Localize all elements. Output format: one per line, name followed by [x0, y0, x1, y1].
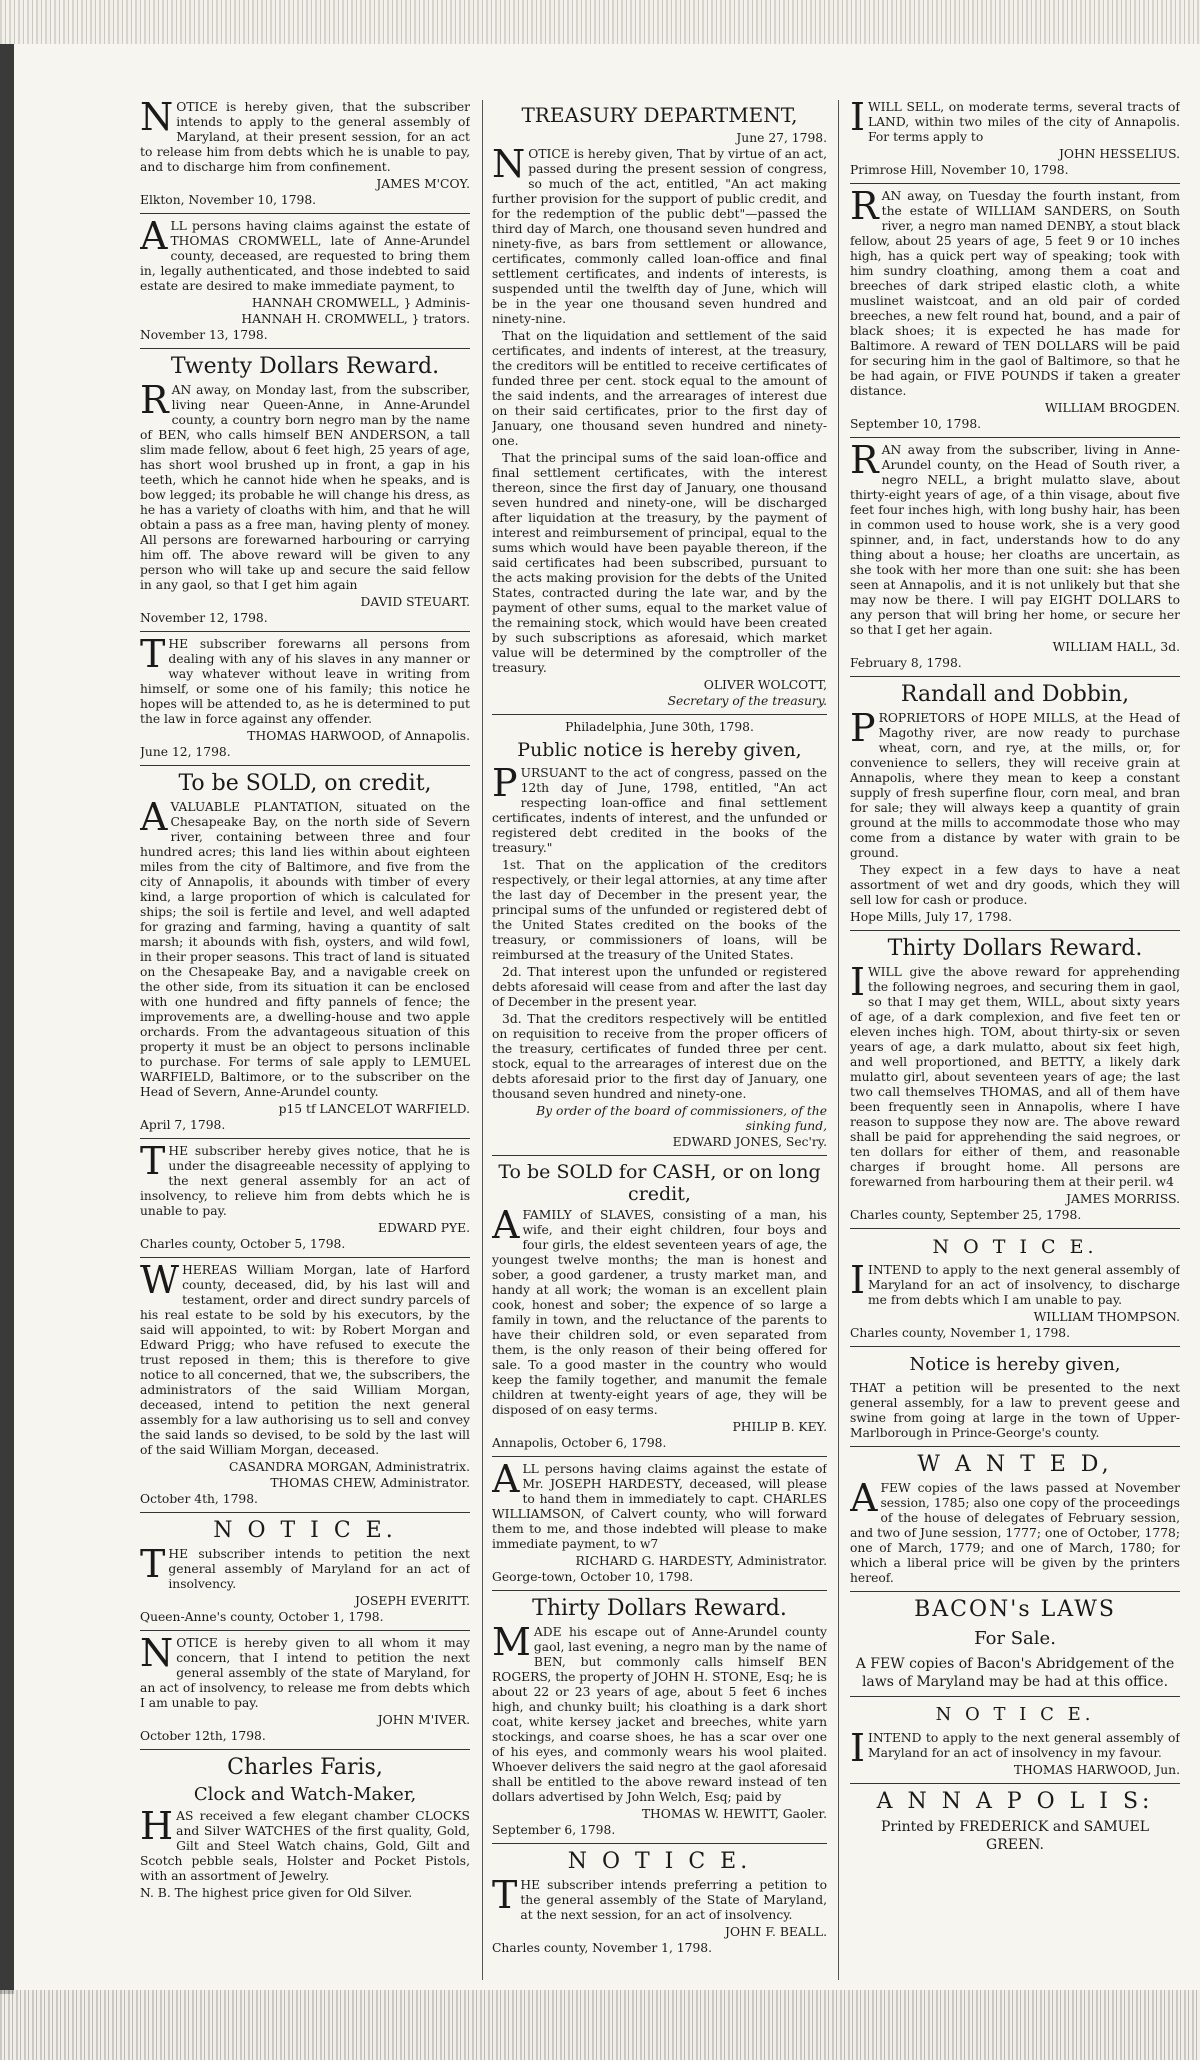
ad-heading: Twenty Dollars Reward.	[170, 354, 440, 379]
ad-body: LL persons having claims against the estate of THOMAS CROMWELL, late of Anne-Arundel county, deceased, are requested to bring them in, legally authenticated, and those indebted to said estate are desired to make immediate payment, to	[140, 219, 470, 293]
drop-cap: R	[850, 438, 879, 482]
divider	[850, 1696, 1180, 1697]
ad-body: LL persons having claims against the estate of Mr. JOSEPH HARDESTY, deceased, will please to hand them in immediately to capt. CHARLES WILLIAMSON, of Calvert county, who will forward them to me, and those indebted will please to make immediate payment, to	[492, 1462, 827, 1551]
advertisement	[140, 1755, 470, 1901]
ad-body: AS received a few elegant chamber CLOCKS and Silver WATCHES of the first quality, Gold, Gilt and Steel Watch chains, Gold, Gilt and Scotch pebble seals, Holster and Pocket Pistols, with an assortment of Jewelry.	[140, 1809, 470, 1883]
ad-body: HE subscriber forewarns all persons from dealing with any of his slaves in any manner or way whatever without leave in writing from himself, or some one of his family; this notice he hopes will be attended to, as he is determined to put the law in force against any offender.	[140, 637, 470, 726]
ad-place-date: Charles county, November 1, 1798.	[850, 1326, 1070, 1340]
advertisement	[140, 1258, 470, 1507]
drop-cap: P	[492, 761, 518, 805]
ad-place-date: February 8, 1798.	[850, 656, 962, 670]
ad-heading: TREASURY DEPARTMENT,	[521, 103, 798, 127]
advertisement	[492, 1457, 827, 1585]
ad-signature: OLIVER WOLCOTT,	[703, 678, 827, 692]
ad-body: AN away, on Tuesday the fourth instant, from the estate of WILLIAM SANDERS, on South river, a negro man named DENBY, a stout black fellow, about 25 years of age, 5 feet 9 or 10 inches high, has a quick pert way of speaking; took with him sundry cloathing, among them a coat and breeches of dark striped elastic cloth, a white muslinet waistcoat, and an old pair of corded breeches, a new felt round hat, bound, and a pair of black shoes; it is expected he has made for Baltimore. A reward of TEN DOLLARS will be paid for securing him in the gaol of Baltimore, so that he be had again, or FIVE POUNDS if taken a greater distance.	[850, 189, 1180, 398]
advertisement	[850, 438, 1180, 671]
ad-subheading: Clock and Watch-Maker,	[193, 1784, 417, 1805]
divider	[850, 676, 1180, 677]
drop-cap: N	[140, 1631, 174, 1675]
drop-cap: T	[140, 632, 166, 676]
divider	[492, 1590, 827, 1591]
advertisement	[140, 214, 470, 343]
advertisement	[140, 1631, 470, 1744]
divider	[140, 765, 470, 766]
ad-signature-title: Secretary of the treasury.	[667, 694, 827, 708]
ad-paragraph: They expect in a few days to have a neat assortment of wet and dry goods, which they will sell low for cash or produce.	[850, 863, 1180, 907]
ad-place-date: April 7, 1798.	[140, 1118, 226, 1132]
advertisement	[140, 100, 470, 208]
ad-paragraph: 1st. That on the application of the creditors respectively, or their legal attornies, at any time after the last day of December in the present year, the principal sums of the unfunded or registered debt of the United States credited on the books of the treasury, or commissioners of loans, will be reimbursed at the treasury of the United States.	[492, 858, 827, 962]
ad-place-date: November 12, 1798.	[140, 611, 268, 625]
ad-heading: N O T I C E.	[567, 1849, 752, 1874]
ad-signature: JOSEPH EVERITT.	[354, 1594, 470, 1608]
ad-signature: JOHN F. BEALL.	[725, 1925, 827, 1939]
ad-place-date: George-town, October 10, 1798.	[492, 1570, 694, 1584]
ad-place-date: Charles county, November 1, 1798.	[492, 1941, 712, 1955]
ad-signature: THOMAS HARWOOD, of Annapolis.	[247, 729, 470, 743]
ad-signature: THOMAS CHEW, Administrator.	[270, 1476, 470, 1490]
ad-place-date: October 12th, 1798.	[140, 1729, 266, 1743]
ad-signature: THOMAS HARWOOD, Jun.	[1013, 1763, 1180, 1777]
public-notice	[492, 720, 827, 1150]
divider	[140, 631, 470, 632]
ad-heading: N O T I C E.	[932, 1236, 1098, 1258]
divider	[850, 1346, 1180, 1347]
advertisement	[850, 1597, 1180, 1691]
ad-signature: CASANDRA MORGAN, Administratrix.	[229, 1460, 470, 1474]
drop-cap: T	[140, 1542, 166, 1586]
advertisement	[492, 1161, 827, 1451]
ad-body: HE subscriber hereby gives notice, that he is under the disagreeable necessity of applying to the next general assembly for an act of insolvency, to relieve him from debts which he is unable to pay.	[140, 1144, 470, 1218]
ad-dateline: Philadelphia, June 30th, 1798.	[565, 720, 754, 734]
drop-cap: N	[140, 100, 174, 139]
divider	[492, 1843, 827, 1844]
divider	[140, 1749, 470, 1750]
ad-body: HE subscriber intends preferring a petition to the general assembly of the State of Maryland, at the next session, for an act of insolvency.	[520, 1878, 827, 1922]
ad-place-date: Charles county, September 25, 1798.	[850, 1208, 1082, 1222]
advertisement	[492, 1596, 827, 1838]
divider	[850, 183, 1180, 184]
divider	[140, 1512, 470, 1513]
ad-body: ROPRIETORS of HOPE MILLS, at the Head of Magothy river, are now ready to purchase wheat, corn, and rye, at the mills, or, for convenience to sellers, they will receive grain at Annapolis, where they mean to keep a constant supply of fresh superfine flour, corn meal, and bran for sale; they will always keep a quantity of grain ground at the mills to accommodate those who may come from a distance by water with grain to be ground.	[850, 711, 1180, 860]
ad-order-line: By order of the board of commissioners, of the sinking fund,	[536, 1104, 827, 1133]
divider	[140, 1138, 470, 1139]
ad-signature: JOHN M'IVER.	[377, 1713, 470, 1727]
column-left	[140, 100, 470, 1980]
ad-body: OTICE is hereby given to all whom it may concern, that I intend to petition the next general assembly of the state of Maryland, for an act of insolvency, to release me from debts which I am unable to pay.	[140, 1636, 470, 1710]
divider	[850, 437, 1180, 438]
ad-heading: Thirty Dollars Reward.	[532, 1596, 787, 1621]
ad-signature: THOMAS W. HEWITT, Gaoler.	[641, 1807, 827, 1821]
ad-body: A FEW copies of Bacon's Abridgement of the laws of Maryland may be had at this office.	[855, 1656, 1175, 1690]
ad-place-date: September 6, 1798.	[492, 1823, 616, 1837]
ad-heading: Randall and Dobbin,	[900, 682, 1130, 707]
ad-paragraph: 2d. That interest upon the unfunded or registered debts aforesaid will cease from and after the last day of December in the present year.	[492, 965, 827, 1009]
ad-mark: w7	[639, 1537, 659, 1551]
ad-heading: N O T I C E.	[935, 1704, 1095, 1725]
ad-place-date: June 12, 1798.	[140, 745, 231, 759]
ad-heading: N O T I C E.	[213, 1518, 397, 1543]
advertisement	[850, 184, 1180, 432]
ad-signature: WILLIAM HALL, 3d.	[1052, 640, 1180, 654]
advertisement	[850, 1452, 1180, 1586]
ad-place-date: Primrose Hill, November 10, 1798.	[850, 163, 1069, 177]
divider	[492, 1456, 827, 1457]
divider	[492, 1155, 827, 1156]
column-middle	[492, 100, 827, 1980]
ad-place-date: November 13, 1798.	[140, 328, 268, 342]
ad-body: OTICE is hereby given, that the subscriber intends to apply to the general assembly of Maryland, at their present session, for an act to release him from debts which he is unable to pay, and to discharge him from confinement.	[140, 100, 470, 174]
ad-signature: JAMES M'COY.	[376, 177, 470, 191]
ad-place-date: Elkton, November 10, 1798.	[140, 193, 317, 207]
ad-place-date: Hope Mills, July 17, 1798.	[850, 910, 1013, 924]
ad-signature: p15 tf LANCELOT WARFIELD.	[278, 1102, 470, 1116]
column-divider	[838, 100, 839, 1980]
ad-signature: WILLIAM BROGDEN.	[1045, 401, 1180, 415]
ad-paragraph: That the principal sums of the said loan-office and final settlement certificates, with the interest thereon, since the first day of January, one thousand seven hundred and ninety-one, will be discharged after liquidation at the treasury, by the payment of interest and reimbursement of principal, equal to the sums which would have been payable thereon, if the said certificates had been subscribed, pursuant to the acts making provision for the debts of the United States, contracted during the late war, and by the payment of other sums, equal to the market value of the remaining stock, which would have been created by such subscriptions as aforesaid, which market value will be determined by the comptroller of the treasury.	[492, 451, 827, 675]
drop-cap: M	[492, 1620, 531, 1664]
drop-cap: W	[140, 1258, 180, 1302]
advertisement	[140, 1139, 470, 1252]
advertisement	[850, 100, 1180, 178]
drop-cap: R	[140, 378, 169, 422]
ad-heading: BACON's LAWS	[914, 1597, 1116, 1622]
ad-signature: PHILIP B. KEY.	[732, 1420, 827, 1434]
imprint-line: Printed by FREDERICK and SAMUEL GREEN.	[881, 1819, 1149, 1853]
treasury-notice	[492, 102, 827, 709]
ad-signature: JOHN HESSELIUS.	[1059, 147, 1180, 161]
divider	[140, 348, 470, 349]
divider	[140, 1257, 470, 1258]
advertisement	[140, 632, 470, 760]
drop-cap: A	[140, 795, 168, 839]
drop-cap: I	[850, 960, 866, 1004]
advertisement	[140, 354, 470, 626]
drop-cap: R	[850, 184, 879, 228]
drop-cap: H	[140, 1804, 174, 1848]
drop-cap: I	[850, 1258, 866, 1302]
scan-edge-left	[0, 44, 14, 1994]
ad-signature: HANNAH CROMWELL, } Adminis-	[251, 296, 470, 310]
drop-cap: N	[492, 142, 526, 186]
ad-body: FEW copies of the laws passed at November session, 1785; also one copy of the proceedings of the house of delegates of February session, and two of June session, 1777; one of October, 1778; one of March, 1779; and one of March, 1780; for which a liberal price will be given by the printers hereof.	[850, 1481, 1180, 1585]
drop-cap: A	[850, 1476, 878, 1520]
drop-cap: T	[492, 1873, 518, 1917]
advertisement	[850, 682, 1180, 925]
column-divider	[482, 100, 483, 1980]
scan-edge-bottom	[0, 1990, 1200, 2060]
ad-body: WILL give the above reward for apprehending the following negroes, and securing them in gaol, so that I may get them, WILL, about sixty years of age, of a dark complexion, and five feet ten or eleven inches high. TOM, about thirty-six or seven years of age, a dark mulatto, about six feet high, and well proportioned, and BETTY, a likely dark mulatto girl, about seventeen years of age; the last two call themselves THOMAS, and all of them have been frequently seen in Annapolis, where I have reason to suppose they now are. The above reward shall be paid for apprehending the said negroes, or ten dollars for either of them, and reasonable charges if brought home. All persons are forewarned from harbouring them at their peril.	[850, 965, 1180, 1189]
divider	[850, 1228, 1180, 1229]
ad-body: FAMILY of SLAVES, consisting of a man, his wife, and their eight children, four boys and four girls, the eldest seventeen years of age, the youngest twelve months; the man is honest and sober, a good gardener, a trusty market man, and handy at all work; the woman is an excellent plain cook, honest and sober; the expence of so large a family in town, and the reluctance of the parents to have their children sold, or even separated from them, is the only reason of their being offered for sale. To a good master in the country who would keep the family together, and manumit the female children at twenty-eight years of age, they will be disposed of on easy terms.	[492, 1208, 827, 1417]
ad-body: THAT a petition will be presented to the next general assembly, for a law to prevent geese and swine from going at large in the town of Upper-Marlborough in Prince-George's county.	[850, 1381, 1180, 1440]
ad-body: INTEND to apply to the next general assembly of Maryland for an act of insolvency, to discharge me from debts which I am unable to pay.	[868, 1263, 1180, 1307]
divider	[850, 1591, 1180, 1592]
ad-body: AN away from the subscriber, living in Anne-Arundel county, on the Head of South river, a negro NELL, a bright mulatto slave, about thirty-eight years of age, of a thin visage, about five feet four inches high, with long bushy hair, has been in common used to house work, she is a very good spinner, and, in fact, understands how to do any thing about a house; her cloaths are uncertain, as she took with her more than one suit: she has been seen at Annapolis, and it is not unlikely but that she may now be there. I will pay EIGHT DOLLARS to any person that will bring her home, or secure her so that I get her again.	[850, 443, 1180, 637]
ad-signature: RICHARD G. HARDESTY, Administrator.	[575, 1554, 827, 1568]
drop-cap: I	[850, 1726, 866, 1770]
divider	[850, 1446, 1180, 1447]
ad-date: June 27, 1798.	[736, 131, 827, 145]
divider	[140, 213, 470, 214]
ad-subheading: For Sale.	[974, 1628, 1056, 1649]
ad-signature: WILLIAM THOMPSON.	[1033, 1310, 1180, 1324]
ad-body: AN away, on Monday last, from the subscriber, living near Queen-Anne, in Anne-Arundel county, a country born negro man by the name of BEN, who calls himself BEN ANDERSON, a tall slim made fellow, about 6 feet high, 25 years of age, has short wool brushed up in front, a gap in his teeth, which he cannot hide when he speaks, and is bow legged; its probable he will change his dress, as he has a variety of cloaths with him, and that he will obtain a pass as a free man, having plenty of money. All persons are forewarned harbouring or carrying him off. The above reward will be given to any person who will take up and secure the said fellow in any gaol, so that I get him again	[140, 383, 470, 592]
ad-signature: EDWARD PYE.	[377, 1221, 470, 1235]
ad-heading: Notice is hereby given,	[909, 1354, 1121, 1375]
ad-paragraph: 3d. That the creditors respectively will be entitled on requisition to receive from the proper officers of the treasury, certificates of funded three per cent. stock, equal to the arrearages of interest due on the debts aforesaid prior to the first day of January, one thousand seven hundred and ninety-one.	[492, 1012, 827, 1101]
advertisement	[140, 1518, 470, 1625]
ad-body: HEREAS William Morgan, late of Harford county, deceased, did, by his last will and testament, order and direct sundry parcels of his real estate to be sold by his executors, by the said will appointed, to wit: by Robert Morgan and Edward Prigg; who have refused to execute the trust reposed in them; this is therefore to give notice to all concerned, that we, the subscribers, the administrators of the said William Morgan, deceased, intend to petition the next general assembly for a law authorising us to sell and convey the said lands so devised, to be sold by the last will of the said William Morgan, deceased.	[140, 1263, 470, 1457]
drop-cap: A	[492, 1457, 520, 1501]
drop-cap: T	[140, 1139, 166, 1183]
advertisement	[850, 1234, 1180, 1341]
ad-heading: Thirty Dollars Reward.	[887, 936, 1143, 961]
ad-heading: W A N T E D,	[917, 1452, 1113, 1477]
drop-cap: A	[492, 1203, 520, 1247]
ad-place-date: October 4th, 1798.	[140, 1492, 258, 1506]
drop-cap: I	[850, 100, 866, 139]
ad-body: HE subscriber intends to petition the next general assembly of Maryland for an act of insolvency.	[168, 1547, 470, 1591]
ad-signature: EDWARD JONES, Sec'ry.	[672, 1135, 827, 1149]
ad-body: WILL SELL, on moderate terms, several tracts of LAND, within two miles of the city of Annapolis. For terms apply to	[868, 100, 1180, 144]
scan-edge-top	[0, 0, 1200, 44]
drop-cap: P	[850, 706, 876, 750]
ad-signature: HANNAH H. CROMWELL, } trators.	[241, 312, 470, 326]
printer-imprint	[850, 1789, 1180, 1854]
advertisement	[140, 771, 470, 1133]
ad-heading: Charles Faris,	[227, 1755, 383, 1780]
ad-paragraph: That on the liquidation and settlement of the said certificates, and indents of interest, at the treasury, the creditors will be entitled to receive certificates of funded three per cent. stock equal to the amount of the said indents, and the arrearages of interest due on their said certificates, prior to the first day of January, one thousand seven hundred and ninety-one.	[492, 329, 827, 448]
column-right	[850, 100, 1180, 1980]
advertisement	[850, 1702, 1180, 1778]
drop-cap: A	[140, 214, 168, 258]
ad-heading: To be SOLD for CASH, or on long credit,	[498, 1161, 821, 1205]
advertisement	[850, 1352, 1180, 1441]
divider	[850, 1783, 1180, 1784]
ad-body: ADE his escape out of Anne-Arundel county gaol, last evening, a negro man by the name of BEN, but commonly calls himself BEN ROGERS, the property of JOHN H. STONE, Esq; he is about 22 or 23 years of age, about 5 feet 6 inches high, and chunky built; his cloathing is a dark short coat, white kersey jacket and breeches, white yarn stockings, and coarse shoes, he has a scar over one of his eyes, and commonly wears his wool plaited. Whoever delivers the said negro at the gaol aforesaid shall be entitled to the above reward instead of ten dollars advertised by John Welch, Esq; paid by	[492, 1625, 827, 1804]
ad-place-date: Charles county, October 5, 1798.	[140, 1237, 346, 1251]
advertisement	[850, 936, 1180, 1223]
ad-place-date: September 10, 1798.	[850, 417, 982, 431]
ad-place-date: Annapolis, October 6, 1798.	[492, 1436, 667, 1450]
ad-body: INTEND to apply to the next general assembly of Maryland for an act of insolvency in my favour.	[868, 1731, 1180, 1760]
ad-heading: To be SOLD, on credit,	[178, 771, 432, 796]
imprint-heading: A N N A P O L I S:	[876, 1789, 1154, 1814]
ad-heading: Public notice is hereby given,	[517, 739, 802, 761]
divider	[492, 714, 827, 715]
ad-body: URSUANT to the act of congress, passed on the 12th day of June, 1798, entitled, "An act respecting loan-office and final settlement certificates, indents of interest, and the unfunded or registered debt credited in the books of the treasury."	[492, 766, 827, 855]
ad-signature: JAMES MORRISS.	[1066, 1192, 1180, 1206]
ad-body: OTICE is hereby given, That by virtue of an act, passed during the present session of congress, so much of the act, entitled, "An act making further provision for the support of public credit, and for the redemption of the public debt"—passed the third day of March, one thousand seven hundred and ninety-five, as bars from settlement or allowance, certificates, commonly called loan-office and final settlement certificates, and indents of interests, is suspended until the twelfth day of June, which will be in the year one thousand seven hundred and ninety-nine.	[492, 147, 827, 326]
ad-body: VALUABLE PLANTATION, situated on the Chesapeake Bay, on the north side of Severn river, containing between three and four hundred acres; this land lies within about eighteen miles from the city of Baltimore, and five from the city of Annapolis, it abounds with timber of every kind, a large proportion of which is calculated for ships; the soil is fertile and level, and well adapted for grazing and farming, having a quantity of salt marsh; it abounds with fish, oysters, and wild fowl, in their proper seasons. This tract of land is situated on the Chesapeake Bay, and a navigable creek on the other side, from its situation it can be enclosed with one hundred and fifty pannels of fence; the improvements are, a dwelling-house and two apple orchards. From the advantageous situation of this property it must be an object to persons inclinable to purchase. For terms of sale apply to LEMUEL WARFIELD, Baltimore, or to the subscriber on the Head of Severn, Anne-Arundel county.	[140, 800, 470, 1099]
advertisement	[492, 1849, 827, 1956]
ad-footer: N. B. The highest price given for Old Silver.	[140, 1886, 413, 1900]
divider	[140, 1630, 470, 1631]
ad-signature: DAVID STEUART.	[360, 595, 470, 609]
divider	[850, 930, 1180, 931]
ad-mark: w4	[1155, 1175, 1174, 1189]
ad-place-date: Queen-Anne's county, October 1, 1798.	[140, 1610, 384, 1624]
